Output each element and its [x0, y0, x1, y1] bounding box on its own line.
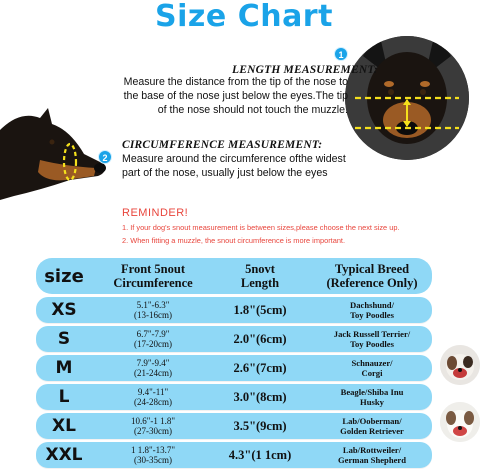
- table-row: [36, 297, 432, 323]
- length-measurement-title: LENGTH MEASUREMENT:: [232, 64, 378, 76]
- row-size: L: [58, 387, 70, 407]
- reminder-line: 1. If your dog's snout measurement is between sizes,please choose the next size up.: [122, 223, 400, 232]
- muzzled-dog-thumbnail: [440, 402, 480, 442]
- circumference-measurement-title: CIRCUMFERENCE MEASUREMENT:: [122, 139, 323, 151]
- row-size: XXL: [45, 445, 83, 465]
- header-length: 5novt Length: [240, 262, 280, 290]
- row-breed: Beagle/Shiba Inu Husky: [340, 387, 404, 407]
- row-breed: Jack Russell Terrier/ Toy Poodles: [333, 329, 411, 349]
- circumference-line: Measure around the circumference ofthe widest: [122, 153, 346, 165]
- row-length: 4.3"(1 1cm): [228, 447, 292, 462]
- length-line: Measure the distance from the tip of the nose to: [123, 76, 348, 88]
- page-title: Size Chart: [155, 0, 333, 34]
- row-breed: Lab/Rottweiler/ German Shepherd: [337, 445, 407, 465]
- row-circumference: 6.7"-7.9" (17-20cm): [134, 329, 172, 349]
- row-breed: Lab/Ooberman/ Golden Retriever: [340, 416, 404, 436]
- row-length: 1.8"(5cm): [233, 302, 287, 317]
- row-breed: Dachshund/ Toy Poodles: [350, 300, 394, 320]
- reminder-line: 2. When fitting a muzzle, the snout circumference is more important.: [122, 236, 346, 245]
- row-size: M: [55, 358, 73, 378]
- header-front-circumference: Front 5nout Circumference: [113, 262, 193, 290]
- row-length: 2.0"(6cm): [233, 331, 287, 346]
- row-size: XL: [52, 416, 76, 436]
- length-measurement-text: [86, 75, 348, 117]
- muzzled-dog-thumbnail: [440, 345, 480, 385]
- row-length: 3.5"(9cm): [233, 418, 287, 433]
- table-row: [36, 384, 432, 410]
- row-breed: Schnauzer/ Corgi: [351, 358, 393, 378]
- step-2-badge: 2: [98, 150, 112, 164]
- table-row: [36, 326, 432, 352]
- table-row: [36, 413, 432, 439]
- reminder-title: REMINDER!: [122, 207, 189, 219]
- row-length: 3.0"(8cm): [233, 389, 287, 404]
- row-circumference: 10.6"-1 1.8" (27-30cm): [130, 416, 176, 436]
- row-circumference: 1 1.8"-13.7" (30-35cm): [130, 445, 176, 465]
- length-line: of the nose should not touch the muzzle.: [157, 104, 348, 116]
- table-row: [36, 355, 432, 381]
- row-circumference: 7.9"-9.4" (21-24cm): [134, 358, 172, 378]
- header-typical-breed: Typical Breed (Reference Only): [326, 262, 418, 290]
- step-1-badge: 1: [334, 47, 348, 61]
- table-header: [36, 258, 432, 294]
- header-size: size: [44, 265, 84, 287]
- row-length: 2.6"(7cm): [233, 360, 287, 375]
- dog-side-image: [0, 100, 108, 200]
- row-size: S: [57, 329, 71, 349]
- length-line: the base of the nose just below the eyes.The tip: [123, 90, 348, 102]
- row-circumference: 9.4"-11" (24-28cm): [134, 387, 172, 407]
- table-row: [36, 442, 432, 468]
- row-circumference: 5.1"-6.3" (13-16cm): [134, 300, 172, 320]
- circumference-measurement-text: [122, 152, 422, 180]
- row-size: XS: [51, 300, 77, 320]
- dog-portrait-image: [345, 36, 469, 160]
- circumference-line: part of the nose, usually just below the eyes: [122, 167, 328, 179]
